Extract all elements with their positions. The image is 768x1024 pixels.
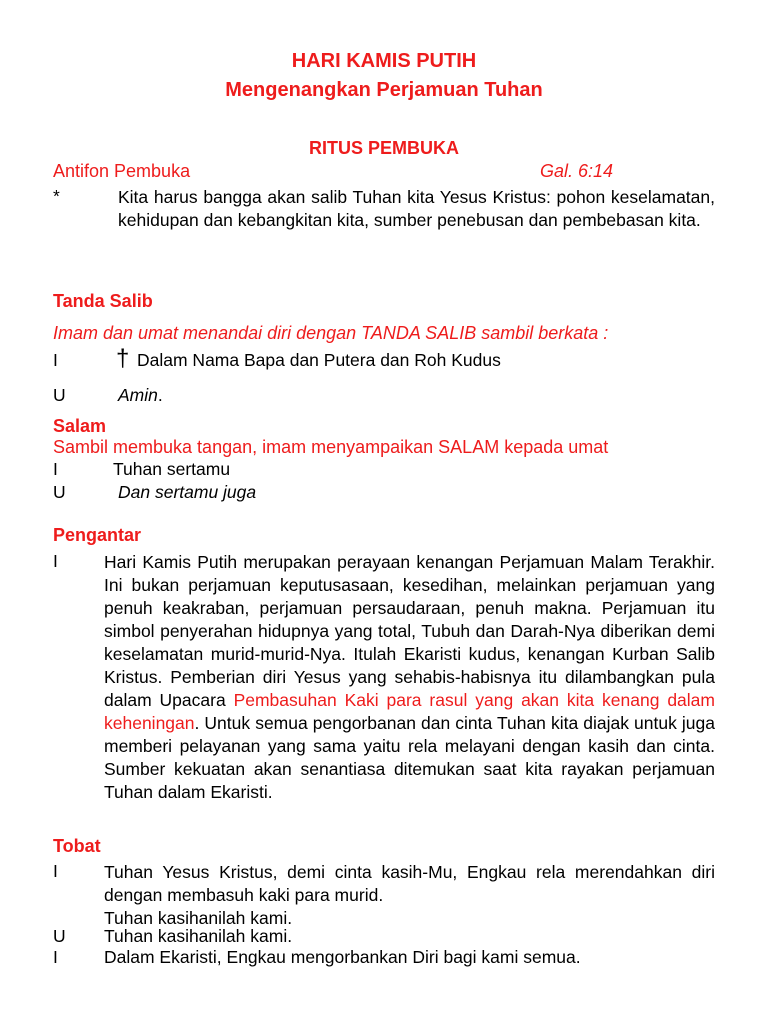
- salam-heading: Salam: [53, 416, 107, 436]
- antifon-heading: Antifon Pembuka: [53, 161, 191, 181]
- salam-u-text: Dan sertamu juga: [118, 482, 257, 502]
- tanda-salib-u-marker: U: [53, 385, 66, 405]
- pengantar-marker: I: [53, 551, 58, 571]
- tanda-salib-u-response: Amin.: [118, 385, 163, 405]
- tobat-line-3-marker: I: [53, 947, 58, 967]
- antifon-marker: *: [53, 186, 60, 206]
- page-title: HARI KAMIS PUTIH: [291, 50, 477, 72]
- antifon-reference: Gal. 6:14: [540, 161, 614, 181]
- tobat-heading: Tobat: [53, 836, 101, 856]
- page-subtitle: Mengenangkan Perjamuan Tuhan: [225, 79, 543, 101]
- pengantar-text: Hari Kamis Putih merupakan perayaan kenangan Perjamuan Malam Terakhir. Ini bukan perjamuan keputusasaan, kesedihan, melainkan perjamuan yang penuh keakraban, perjamuan persaudaraan, penuh makna. Perjamuan itu simbol penyerahan hidupnya yang total, Tubuh dan Darah-Nya diberikan demi keselamatan murid-murid-Nya. Itulah Ekaristi kudus, kenangan Kurban Salib Kristus. Pemberian diri Yesus yang sehabis-habisnya itu dilambangkan pula dalam Upacara Pembasuhan Kaki para rasul yang akan kita kenang dalam keheningan. Untuk semua pengorbanan dan cinta Tuhan kita diajak untuk juga memberi pelayanan yang sama yaitu rela melayani dengan kasih dan cinta. Sumber kekuatan akan senantiasa ditemukan saat kita rayakan perjamuan Tuhan dalam Ekaristi.: [104, 552, 715, 802]
- pengantar-heading: Pengantar: [53, 525, 142, 545]
- cross-icon: †: [116, 345, 130, 372]
- tanda-salib-i-marker: I: [53, 350, 58, 370]
- tanda-salib-rubric: Imam dan umat menandai diri dengan TANDA SALIB sambil berkata :: [53, 323, 609, 343]
- tanda-salib-i-text: Dalam Nama Bapa dan Putera dan Roh Kudus: [137, 350, 501, 370]
- tobat-line-1: Tuhan Yesus Kristus, demi cinta kasih-Mu, Engkau rela merendahkan diri dengan membasuh kaki para murid. Tuhan kasihanilah kami.: [104, 862, 715, 928]
- salam-rubric: Sambil membuka tangan, imam menyampaikan SALAM kepada umat: [53, 437, 609, 457]
- tobat-line-2: Tuhan kasihanilah kami.: [104, 926, 293, 946]
- tobat-line-2-marker: U: [53, 926, 66, 946]
- salam-u-marker: U: [53, 482, 66, 502]
- salam-i-text: Tuhan sertamu: [113, 459, 231, 479]
- salam-i-marker: I: [53, 459, 58, 479]
- section-heading-ritus-pembuka: RITUS PEMBUKA: [308, 138, 459, 158]
- pengantar-highlight: Pembasuhan Kaki para rasul yang akan kita kenang dalam keheningan: [104, 690, 715, 733]
- tanda-salib-heading: Tanda Salib: [53, 291, 153, 311]
- tobat-line-1-marker: I: [53, 861, 58, 881]
- antifon-text: Kita harus bangga akan salib Tuhan kita Yesus Kristus: pohon keselamatan, kehidupan dan kebangkitan kita, sumber penebusan dan pembebasan kita.: [118, 187, 715, 230]
- tobat-line-3: Dalam Ekaristi, Engkau mengorbankan Diri bagi kami semua.: [104, 947, 581, 967]
